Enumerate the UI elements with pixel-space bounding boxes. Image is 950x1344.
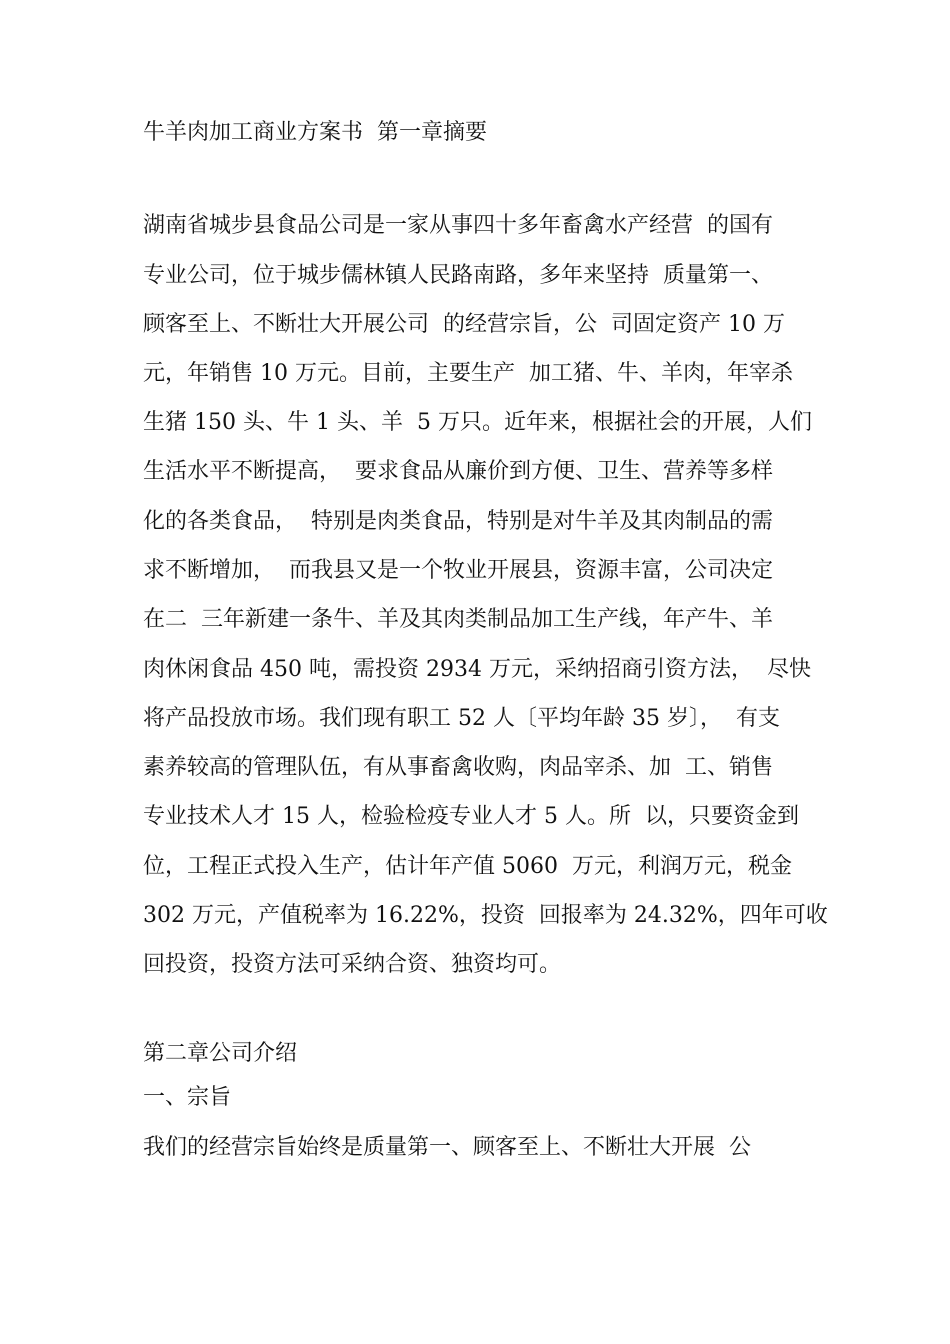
summary-line: 顾客至上、不断壮大开展公司 的经营宗旨，公 司固定资产 10 万 [143, 312, 785, 337]
section-line: 我们的经营宗旨始终是质量第一、顾客至上、不断壮大开展 公 [143, 1135, 751, 1160]
summary-line: 求不断增加， 而我县又是一个牧业开展县，资源丰富，公司决定 [143, 558, 773, 583]
summary-line: 生猪 150 头、牛 1 头、羊 5 万只。近年来，根据社会的开展，人们 [143, 410, 812, 435]
summary-line: 湖南省城步县食品公司是一家从事四十多年畜禽水产经营 的国有 [143, 213, 773, 238]
summary-line: 位，工程正式投入生产，估计年产值 5060 万元，利润万元，税金 [143, 854, 792, 879]
summary-line: 素养较高的管理队伍，有从事畜禽收购，肉品宰杀、加 工、销售 [143, 755, 773, 780]
summary-line: 肉休闲食品 450 吨，需投资 2934 万元，采纳招商引资方法， 尽快 [143, 657, 811, 682]
summary-line: 回投资，投资方法可采纳合资、独资均可。 [143, 952, 562, 977]
summary-line: 化的各类食品， 特别是肉类食品，特别是对牛羊及其肉制品的需 [143, 509, 773, 534]
summary-line: 生活水平不断提高， 要求食品从廉价到方便、卫生、营养等多样 [143, 459, 773, 484]
summary-line: 专业公司，位于城步儒林镇人民路南路，多年来坚持 质量第一、 [143, 263, 773, 288]
summary-line: 302 万元，产值税率为 16.22%，投资 回报率为 24.32%，四年可收 [143, 903, 828, 928]
section-heading: 一、宗旨 [143, 1085, 232, 1110]
summary-line: 在二 三年新建一条牛、羊及其肉类制品加工生产线，年产牛、羊 [143, 607, 773, 632]
document-title: 牛羊肉加工商业方案书 第一章摘要 [143, 120, 487, 145]
chapter-heading: 第二章公司介绍 [143, 1041, 298, 1066]
summary-line: 将产品投放市场。我们现有职工 52 人〔平均年龄 35 岁〕， 有支 [143, 706, 780, 731]
summary-line: 元，年销售 10 万元。目前，主要生产 加工猪、牛、羊肉，年宰杀 [143, 361, 793, 386]
summary-line: 专业技术人才 15 人，检验检疫专业人才 5 人。所 以，只要资金到 [143, 804, 799, 829]
